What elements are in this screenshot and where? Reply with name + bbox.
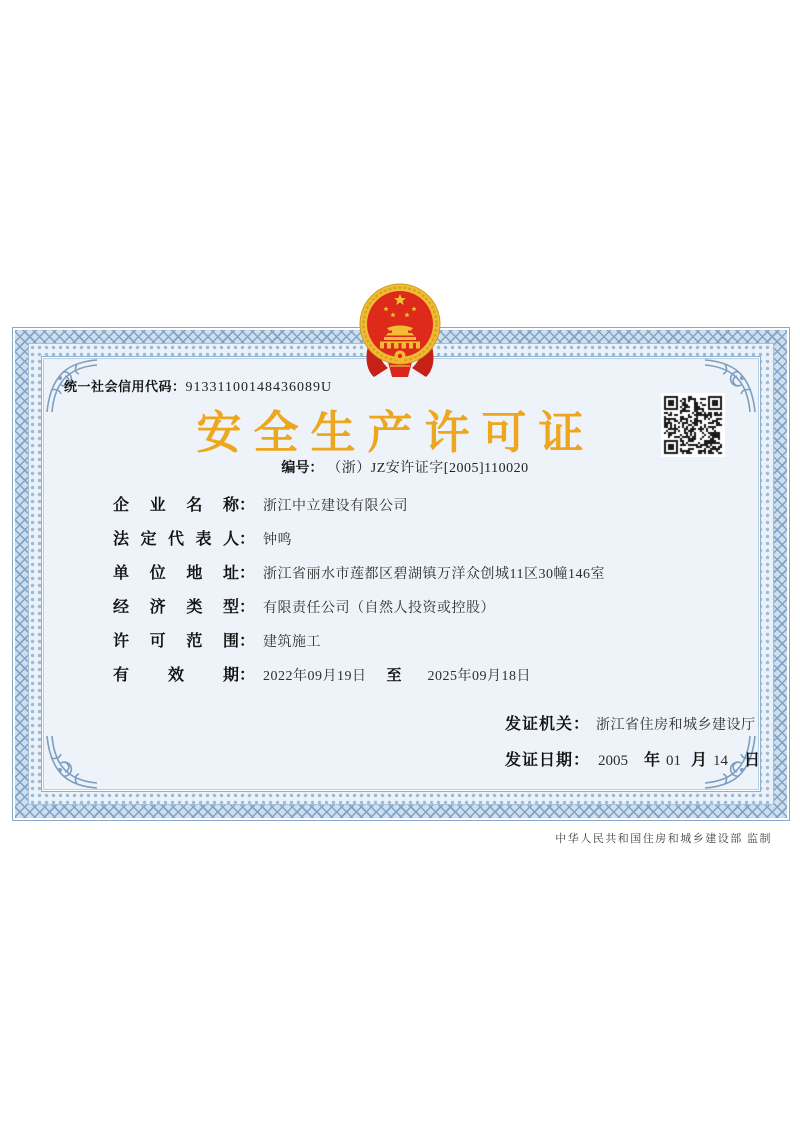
issue-year-unit: 年 <box>644 752 661 769</box>
footer-imprint: 中华人民共和国住房和城乡建设部 监制 <box>555 833 772 845</box>
validity-to: 2025年09月18日 <box>427 669 532 684</box>
field-value: 浙江中立建设有限公司 <box>263 499 409 514</box>
credit-code-label: 统一社会信用代码： <box>64 379 186 394</box>
colon: ： <box>239 531 256 548</box>
field-value: 浙江省丽水市莲都区碧湖镇万洋众创城11区30幢146室 <box>263 567 605 582</box>
row-license-scope <box>113 628 321 651</box>
credit-code-line <box>64 376 332 396</box>
validity-from: 2022年09月19日 <box>263 669 367 684</box>
certificate-title: 安全生产许可证 <box>196 407 596 458</box>
field-value: 有限责任公司（自然人投资或控股） <box>263 601 496 616</box>
issue-day: 14 <box>713 753 729 769</box>
row-economic-type <box>113 594 495 617</box>
row-company-name <box>113 492 408 515</box>
field-value: 建筑施工 <box>263 635 322 650</box>
serial-value: （浙）JZ安许证字[2005]110020 <box>327 461 529 476</box>
row-validity-period <box>113 662 531 685</box>
issue-date-label: 发证日期： <box>505 752 591 769</box>
field-label: 单位地址 <box>113 565 239 582</box>
field-label: 法定代表人 <box>113 531 239 548</box>
serial-line <box>100 457 710 477</box>
field-label: 有效期 <box>113 667 239 684</box>
colon: ： <box>239 599 256 616</box>
field-value: 钟鸣 <box>263 533 293 548</box>
field-label: 许可范围 <box>113 633 239 650</box>
field-label: 经济类型 <box>113 599 239 616</box>
colon: ： <box>239 667 256 684</box>
issue-month-unit: 月 <box>691 752 708 769</box>
issue-year: 2005 <box>598 753 629 769</box>
issuer-value: 浙江省住房和城乡建设厅 <box>596 718 756 733</box>
row-issue-date <box>505 747 760 770</box>
issue-month: 01 <box>666 753 682 769</box>
field-label: 企业名称 <box>113 497 239 514</box>
row-legal-representative <box>113 526 292 549</box>
colon: ： <box>239 633 256 650</box>
row-issuing-authority <box>505 711 756 734</box>
issuer-label: 发证机关： <box>505 716 591 733</box>
credit-code-value: 91331100148436089U <box>185 380 333 395</box>
national-emblem-icon <box>356 282 444 378</box>
colon: ： <box>239 565 256 582</box>
validity-to-word: 至 <box>386 667 402 684</box>
qr-code <box>661 393 725 457</box>
issue-day-unit: 日 <box>744 752 761 769</box>
colon: ： <box>239 497 256 514</box>
serial-label: 编号： <box>281 459 324 475</box>
row-unit-address <box>113 560 605 583</box>
